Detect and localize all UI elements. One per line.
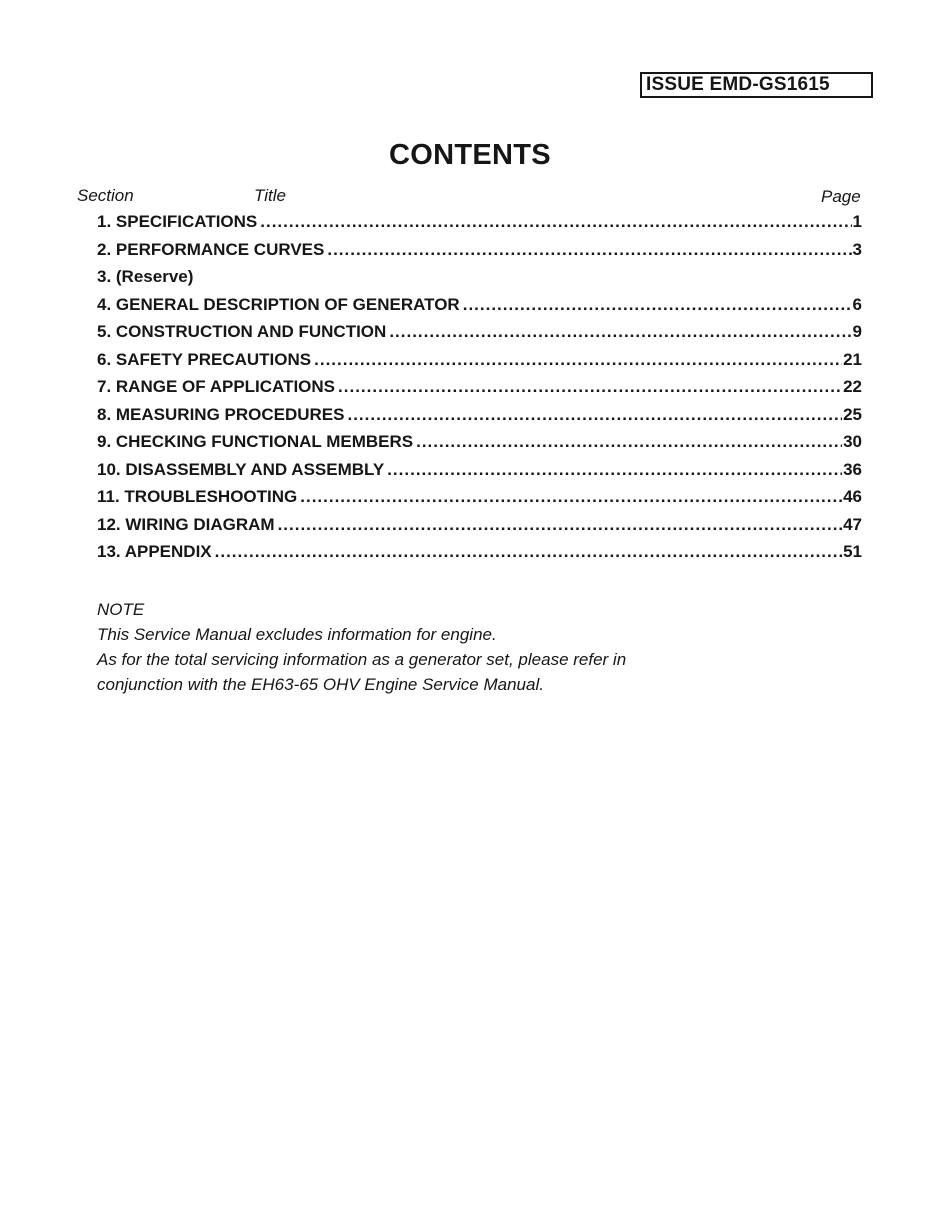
dot-leader	[327, 240, 851, 260]
toc-entry-page: 36	[843, 459, 862, 479]
toc-entry-label: 11. TROUBLESHOOTING	[97, 487, 298, 506]
toc-entry-performance-curves	[97, 240, 862, 268]
toc-entry-page: 6	[852, 294, 862, 314]
note-heading: NOTE	[97, 600, 145, 619]
toc-entry-specifications	[97, 212, 862, 240]
toc-entry-label: 10. DISASSEMBLY AND ASSEMBLY	[97, 459, 385, 479]
dot-leader	[389, 322, 851, 342]
note-line: As for the total servicing information as a generator set, please refer in	[97, 650, 627, 669]
dot-leader	[338, 377, 842, 397]
dot-leader	[314, 350, 842, 370]
toc-entry-label: 12. WIRING DIAGRAM	[97, 514, 275, 534]
toc-entry-label: 9. CHECKING FUNCTIONAL MEMBERS	[97, 432, 414, 451]
toc-entry-range-of-applications	[97, 377, 862, 405]
toc-entry-troubleshooting	[97, 487, 862, 515]
toc-entry-label: 3. (Reserve)	[97, 267, 194, 286]
column-header-section: Section	[77, 186, 134, 205]
dot-leader	[387, 460, 842, 480]
column-header-title: Title	[254, 186, 286, 205]
toc-entry-construction-function	[97, 322, 862, 350]
toc-entry-label: 13. APPENDIX	[97, 542, 212, 561]
column-header-page: Page	[821, 187, 861, 206]
dot-leader	[215, 542, 842, 562]
toc-entry-checking-functional-members	[97, 432, 862, 460]
note-line: This Service Manual excludes information for engine.	[97, 625, 497, 644]
toc-entry-label: 8. MEASURING PROCEDURES	[97, 404, 345, 424]
dot-leader	[260, 212, 851, 232]
toc-entry-general-description	[97, 295, 862, 323]
dot-leader	[278, 515, 843, 535]
issue-number-box: ISSUE EMD-GS1615	[640, 72, 873, 98]
dot-leader	[300, 487, 842, 507]
toc-entry-label: 7. RANGE OF APPLICATIONS	[97, 377, 336, 396]
toc-entry-page: 22	[843, 377, 862, 396]
toc-entry-page: 47	[843, 514, 862, 534]
note-line: conjunction with the EH63-65 OHV Engine Service Manual.	[97, 675, 544, 694]
toc-entry-page: 30	[843, 432, 862, 451]
toc-entry-measuring-procedures	[97, 405, 862, 433]
dot-leader	[463, 295, 852, 315]
toc-entry-page: 9	[852, 322, 862, 341]
table-of-contents	[97, 212, 862, 570]
toc-entry-label: 6. SAFETY PRECAUTIONS	[97, 349, 312, 369]
toc-entry-safety-precautions	[97, 350, 862, 378]
toc-entry-appendix	[97, 542, 862, 570]
toc-entry-page: 21	[843, 349, 862, 369]
toc-entry-page: 3	[852, 239, 862, 259]
dot-leader	[416, 432, 842, 452]
toc-entry-page: 1	[852, 212, 862, 231]
toc-entry-reserve	[97, 267, 862, 295]
toc-entry-label: 4. GENERAL DESCRIPTION OF GENERATOR	[97, 294, 460, 314]
toc-entry-label: 5. CONSTRUCTION AND FUNCTION	[97, 322, 387, 341]
toc-entry-label: 1. SPECIFICATIONS	[97, 212, 258, 231]
toc-entry-page: 46	[843, 487, 862, 506]
toc-entry-page: 51	[843, 542, 862, 561]
toc-entry-wiring-diagram	[97, 515, 862, 543]
dot-leader	[347, 405, 842, 425]
toc-entry-disassembly-assembly	[97, 460, 862, 488]
note-block	[97, 597, 797, 697]
page-title: CONTENTS	[389, 139, 551, 171]
toc-entry-label: 2. PERFORMANCE CURVES	[97, 239, 325, 259]
toc-entry-page: 25	[843, 404, 862, 424]
